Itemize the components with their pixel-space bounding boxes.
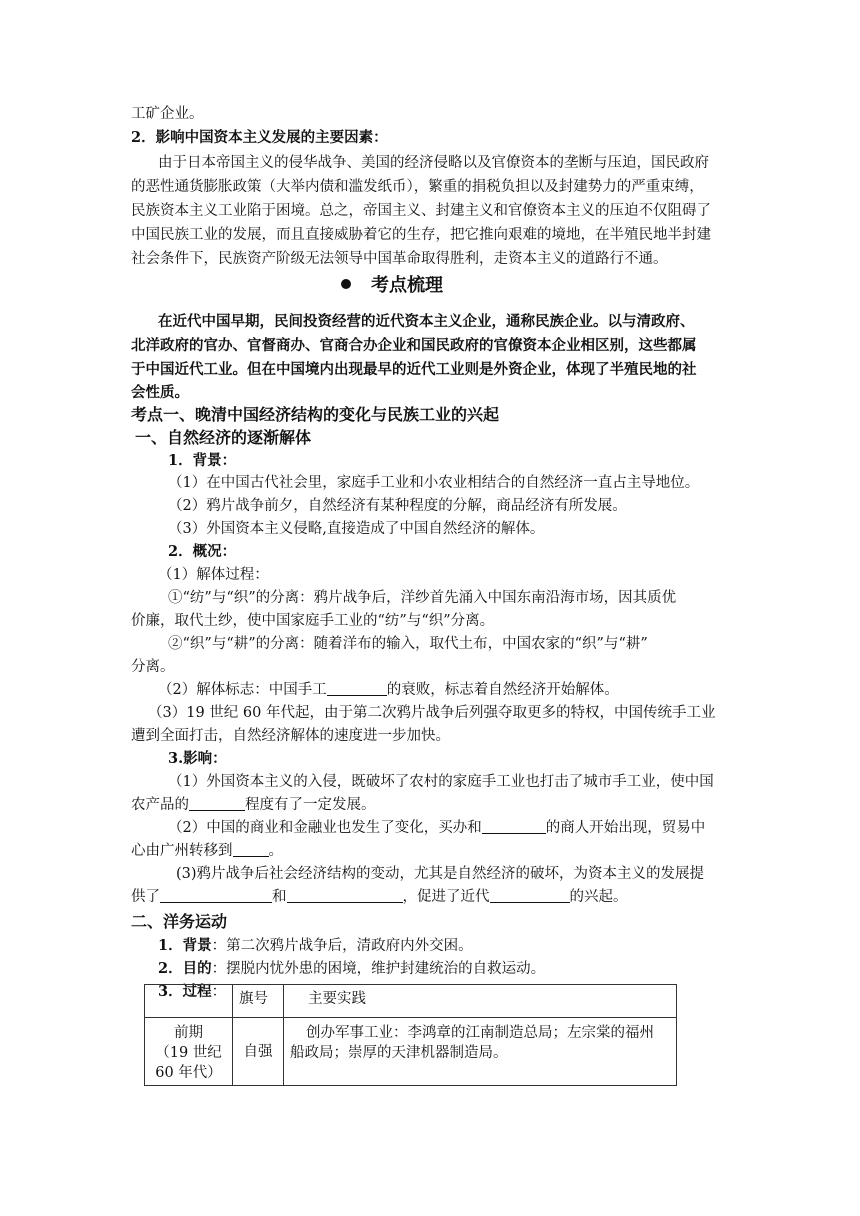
table-header-cell: 主要实践 <box>284 985 677 1018</box>
overview-item: （3）19 世纪 60 年代起，由于第二次鸦片战争后列强夺取更多的特权，中国传统手工业 <box>148 705 716 721</box>
yangwu-process: 3．过程： <box>158 983 227 1000</box>
background-item: （1）在中国古代社会里，家庭手工业和小农业相结合的自然经济一直占主导地位。 <box>168 475 700 491</box>
period-cell: 前期 （19 世纪 60 年代） <box>145 1018 233 1086</box>
fill-blank[interactable] <box>160 888 272 903</box>
fill-blank[interactable] <box>482 819 546 834</box>
background-label: 1．背景： <box>168 452 237 469</box>
section-title: 考点梳理 <box>341 276 443 296</box>
overview-item: 价廉，取代土纱，使中国家庭手工业的“纺”与“织”分离。 <box>131 613 495 629</box>
fill-blank[interactable] <box>327 681 387 696</box>
fill-blank[interactable] <box>189 796 245 811</box>
overview-label: 2．概况： <box>168 543 237 560</box>
yangwu-goal: 2．目的：摆脱内忧外患的困境，维护封建统治的自救运动。 <box>158 960 546 977</box>
summary-line: 在近代中国早期，民间投资经营的近代资本主义企业，通称民族企业。以与清政府、 <box>158 313 695 330</box>
table-header-cell: 旗号 <box>233 985 284 1018</box>
subsection-title: 一、自然经济的逐渐解体 <box>135 428 312 447</box>
practice-cell: 创办军事工业：李鸿章的江南制造总局；左宗棠的福州 船政局；崇厚的天津机器制造局。 <box>284 1018 677 1086</box>
summary-line: 于中国近代工业。但在中国境内出现最早的近代工业则是外资企业，体现了半殖民地的社 <box>131 361 697 378</box>
impact-item: 农产品的 程度有了一定发展。 <box>131 797 376 813</box>
factors-heading: 2．影响中国资本主义发展的主要因素： <box>131 129 388 146</box>
fill-blank[interactable] <box>287 888 403 903</box>
table-header-row <box>145 985 677 1018</box>
intro-line: 工矿企业。 <box>131 106 204 122</box>
impact-label: 3.影响： <box>168 750 227 767</box>
impact-item: (3)鸦片战争后社会经济结构的变动，尤其是自然经济的破坏，为资本主义的发展提 <box>176 866 705 882</box>
factors-paragraph-line: 的恶性通货膨胀政策（大举内债和滥发纸币），繁重的捐税负担以及封建势力的严重束缚， <box>131 179 704 195</box>
fill-blank[interactable] <box>490 888 570 903</box>
fill-blank[interactable] <box>233 842 269 857</box>
table-row <box>145 1018 677 1086</box>
factors-paragraph-line: 中国民族工业的发展，而且直接威胁着它的生存，把它推向艰难的境地，在半殖民地半封建 <box>131 227 711 243</box>
overview-item: （2）解体标志：中国手工 的衰败，标志着自然经济开始解体。 <box>158 682 619 698</box>
overview-item: 遭到全面打击，自然经济解体的速度进一步加快。 <box>131 728 450 744</box>
flag-cell: 自强 <box>233 1018 284 1086</box>
yangwu-practice-table <box>144 984 677 1086</box>
summary-line: 北洋政府的官办、官督商办、官商合办企业和国民政府的官僚资本企业相区别，这些都属 <box>131 337 697 354</box>
background-item: （3）外国资本主义侵略,直接造成了中国自然经济的解体。 <box>168 521 545 537</box>
factors-paragraph-line: 民族资本主义工业陷于困境。总之，帝国主义、封建主义和官僚资本主义的压迫不仅阻碍了 <box>131 203 711 219</box>
impact-item: （1）外国资本主义的入侵，既破坏了农村的家庭手工业也打击了城市手工业，使中国 <box>168 774 714 790</box>
bullet-icon <box>341 279 351 289</box>
background-item: （2）鸦片战争前夕，自然经济有某种程度的分解，商品经济有所发展。 <box>168 498 627 514</box>
impact-item: 心由广州转移到 。 <box>131 843 283 859</box>
overview-item: （1）解体过程： <box>158 567 269 583</box>
factors-paragraph-line: 由于日本帝国主义的侵华战争、美国的经济侵略以及官僚资本的垄断与压迫，国民政府 <box>158 155 709 171</box>
overview-item: 分离。 <box>131 659 175 675</box>
factors-paragraph-line: 社会条件下，民族资产阶级无法领导中国革命取得胜利，走资本主义的道路行不通。 <box>131 251 668 267</box>
overview-item: ②“织”与“耕”的分离：随着洋布的输入，取代土布，中国农家的“织”与“耕” <box>168 636 648 652</box>
table-header-cell <box>145 985 233 1018</box>
overview-item: ①“纺”与“织”的分离：鸦片战争后，洋纱首先涌入中国东南沿海市场，因其质优 <box>168 590 677 606</box>
summary-line: 会性质。 <box>131 384 189 401</box>
yangwu-background: 1．背景：第二次鸦片战争后，清政府内外交困。 <box>158 937 473 954</box>
impact-item: （2）中国的商业和金融业也发生了变化，买办和 的商人开始出现，贸易中 <box>168 820 706 836</box>
impact-item: 供了 和 ，促进了近代 的兴起。 <box>131 889 628 905</box>
yangwu-title: 二、洋务运动 <box>131 912 228 931</box>
kaodian-1-title: 考点一、晚清中国经济结构的变化与民族工业的兴起 <box>131 405 500 424</box>
